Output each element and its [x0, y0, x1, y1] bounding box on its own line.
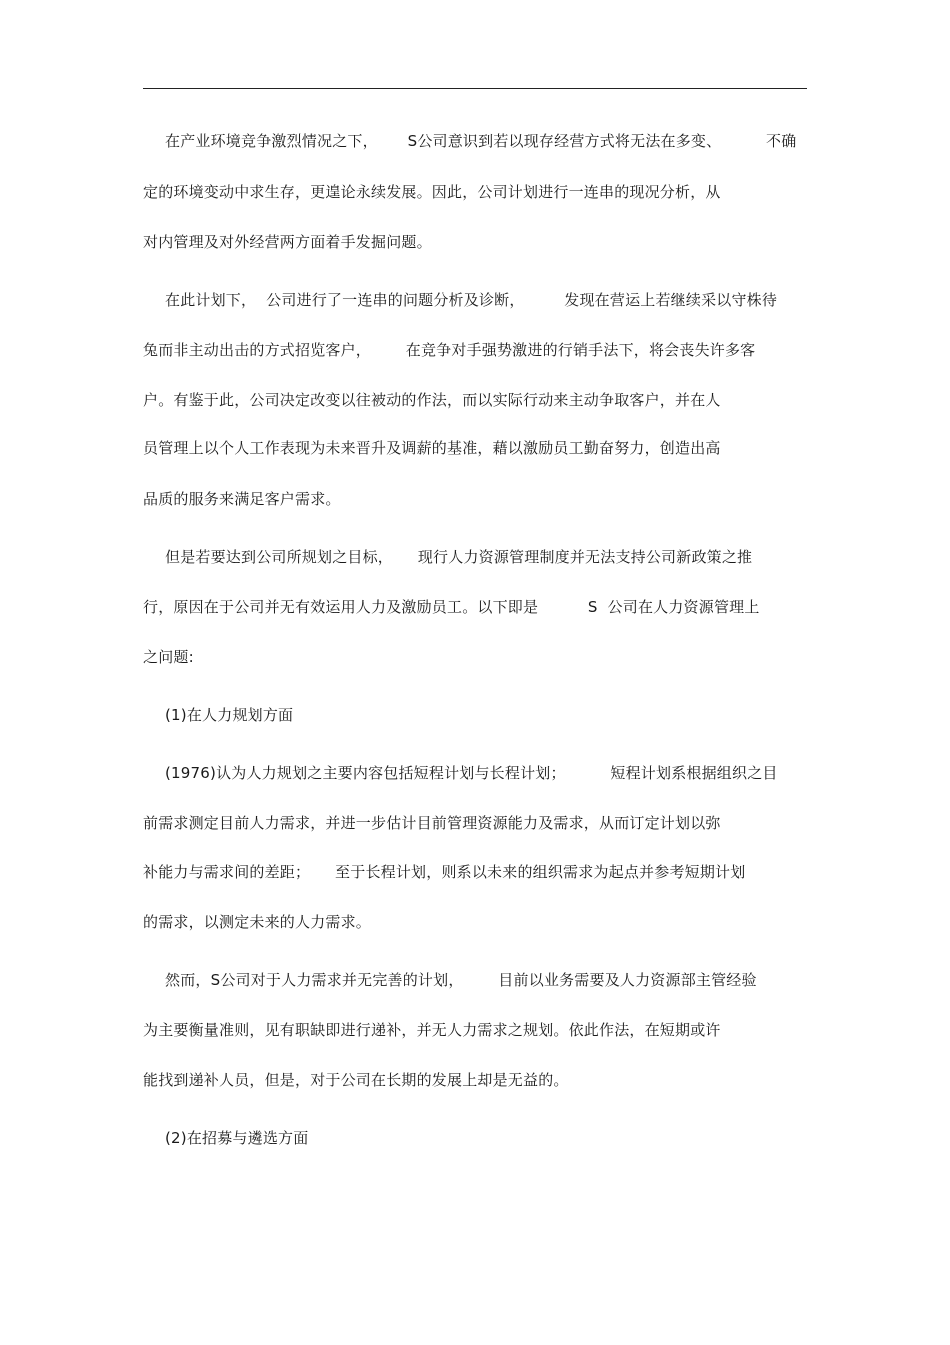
paragraph-line: 员管理上以个人工作表现为未来晋升及调薪的基准，藉以激励员工勤奋努力，创造出高 [143, 439, 721, 457]
paragraph-line: 能找到递补人员，但是，对于公司在长期的发展上却是无益的。 [143, 1071, 569, 1089]
paragraph-line: 补能力与需求间的差距； 至于长程计划，则系以未来的组织需求为起点并参考短期计划 [143, 863, 746, 881]
paragraph-line: 前需求测定目前人力需求，并进一步估计目前管理资源能力及需求，从而订定计划以弥 [143, 814, 721, 832]
section-heading: (1)在人力规划方面 [165, 706, 294, 724]
header-rule [143, 88, 807, 89]
paragraph-line: (1976)认为人力规划之主要内容包括短程计划与长程计划； 短程计划系根据组织之目 [165, 764, 778, 782]
paragraph-line: 然而，S公司对于人力需求并无完善的计划， 目前以业务需要及人力资源部主管经验 [165, 971, 757, 989]
paragraph-line: 定的环境变动中求生存，更遑论永续发展。因此，公司计划进行一连串的现况分析，从 [143, 183, 721, 201]
paragraph-line: 兔而非主动出击的方式招览客户， 在竞争对手强势激进的行销手法下，将会丧失许多客 [143, 341, 756, 359]
paragraph-line: 品质的服务来满足客户需求。 [143, 490, 341, 508]
paragraph-line: 户。有鉴于此，公司决定改变以往被动的作法，而以实际行动来主动争取客户，并在人 [143, 391, 721, 409]
paragraph-line: 在此计划下， 公司进行了一连串的问题分析及诊断， 发现在营运上若继续采以守株待 [165, 291, 778, 309]
section-heading: (2)在招募与遴选方面 [165, 1129, 309, 1147]
paragraph-line: 行，原因在于公司并无有效运用人力及激励员工。以下即是 S 公司在人力资源管理上 [143, 598, 760, 616]
paragraph-line: 但是若要达到公司所规划之目标， 现行人力资源管理制度并无法支持公司新政策之推 [165, 548, 753, 566]
paragraph-line: 为主要衡量准则，见有职缺即进行递补，并无人力需求之规划。依此作法，在短期或许 [143, 1021, 721, 1039]
paragraph-line: 在产业环境竞争激烈情况之下， S公司意识到若以现存经营方式将无法在多变、 不确 [165, 132, 797, 150]
paragraph-line: 对内管理及对外经营两方面着手发掘问题。 [143, 233, 432, 251]
paragraph-line: 的需求，以测定未来的人力需求。 [143, 913, 372, 931]
paragraph-line: 之问题: [143, 648, 194, 666]
